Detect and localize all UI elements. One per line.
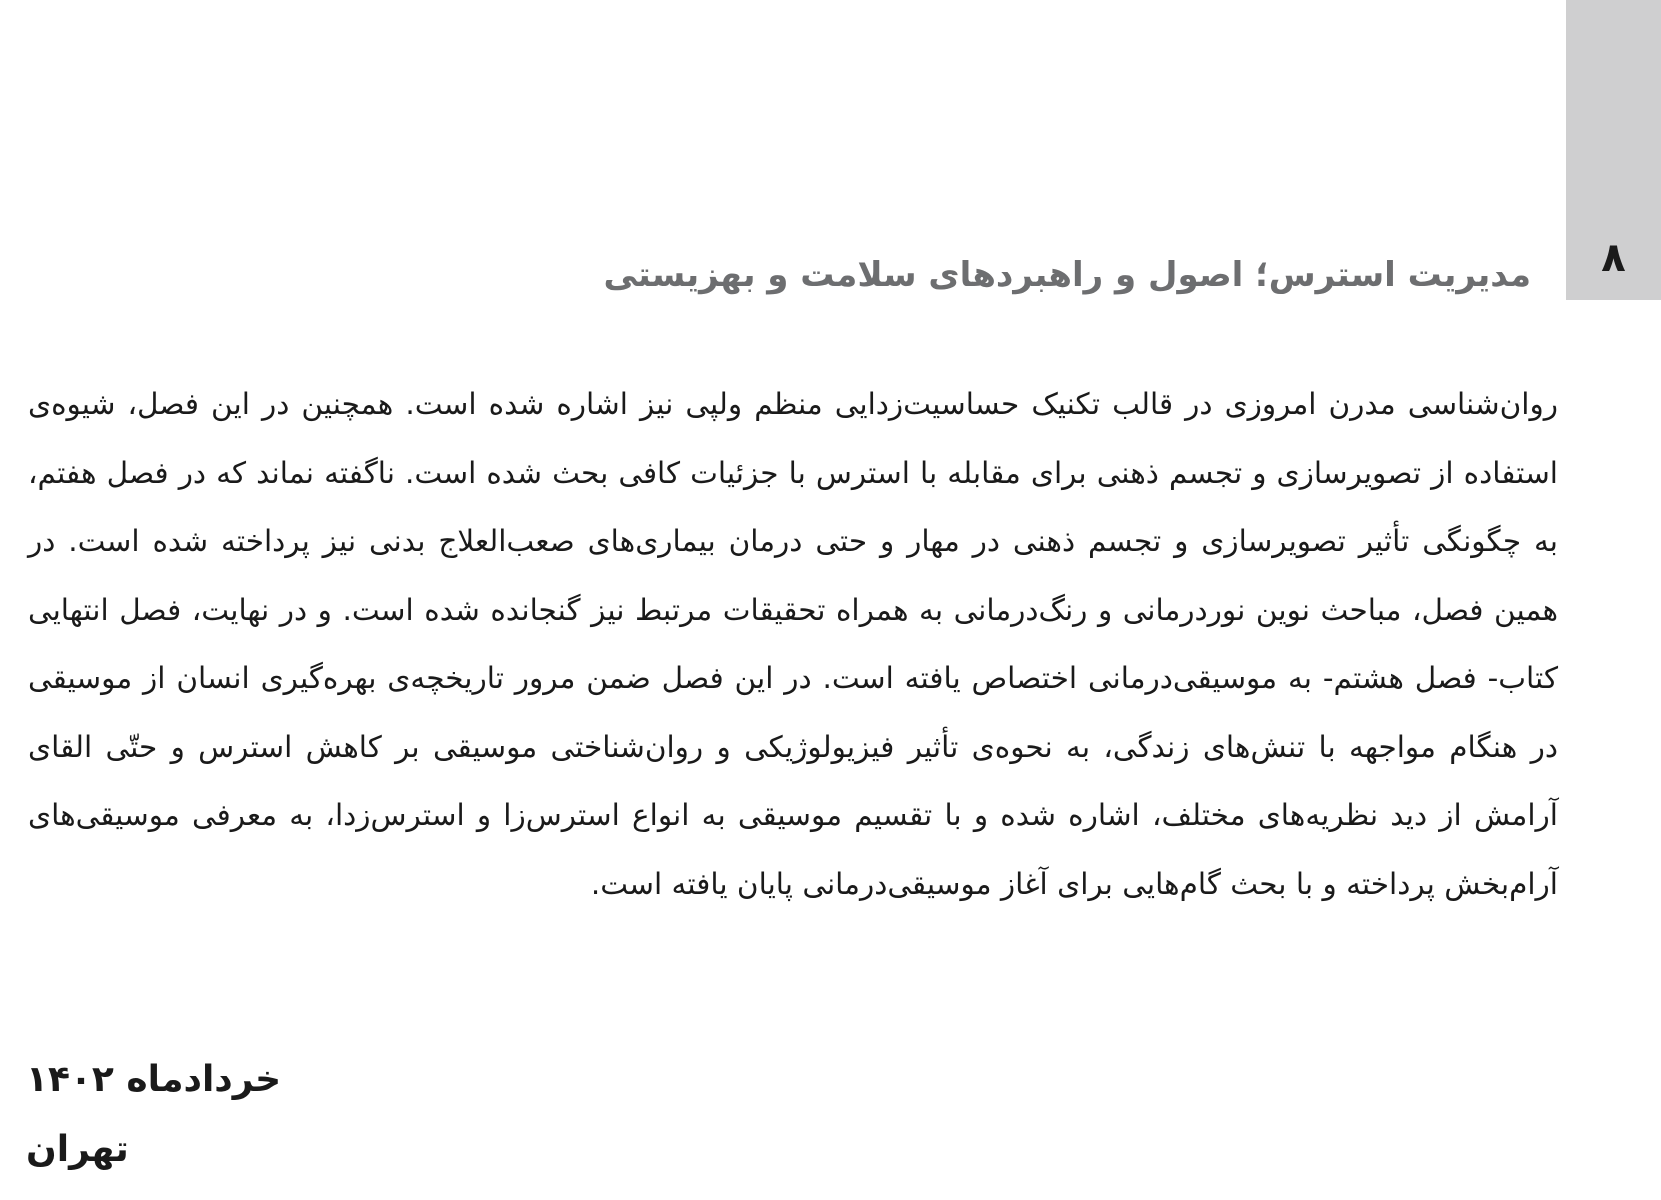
running-header-title: مدیریت استرس؛ اصول و راهبردهای سلامت و بهزیستی	[603, 255, 1531, 295]
body-paragraph: روان‌شناسی مدرن امروزی در قالب تکنیک حساسیت‌زدایی منظم ولپی نیز اشاره شده است. همچنین در این فصل، شیوه‌ی استفاده از تصویرسازی و تجسم ذهنی برای مقابله با استرس با جزئیات کافی بحث شده است. ناگفته نماند که در فصل هفتم، به چگونگی تأثیر تصویرسازی و تجسم ذهنی در مهار و حتی درمان بیماری‌های صعب‌العلاج بدنی نیز پرداخته شده است. در همین فصل، مباحث نوین نوردرمانی و رنگ‌درمانی به همراه تحقیقات مرتبط نیز گنجانده شده است. و در نهایت، فصل انتهایی کتاب- فصل هشتم- به موسیقی‌درمانی اختصاص یافته است. در این فصل ضمن مرور تاریخچه‌ی بهره‌گیری انسان از موسیقی در هنگام مواجهه با تنش‌های زندگی، به نحوه‌ی تأثیر فیزیولوژیکی و روان‌شناختی موسیقی بر کاهش استرس و حتّی القای آرامش از دید نظریه‌های مختلف، اشاره شده و با تقسیم موسیقی به انواع استرس‌زا و استرس‌زدا، به معرفی موسیقی‌های آرام‌بخش پرداخته و با بحث گام‌هایی برای آغاز موسیقی‌درمانی پایان یافته است.	[28, 387, 1558, 901]
signature-date: خردادماه ۱۴۰۲	[26, 1059, 282, 1100]
page-number: ۸	[1601, 235, 1626, 281]
signature-place: تهران	[26, 1129, 129, 1170]
